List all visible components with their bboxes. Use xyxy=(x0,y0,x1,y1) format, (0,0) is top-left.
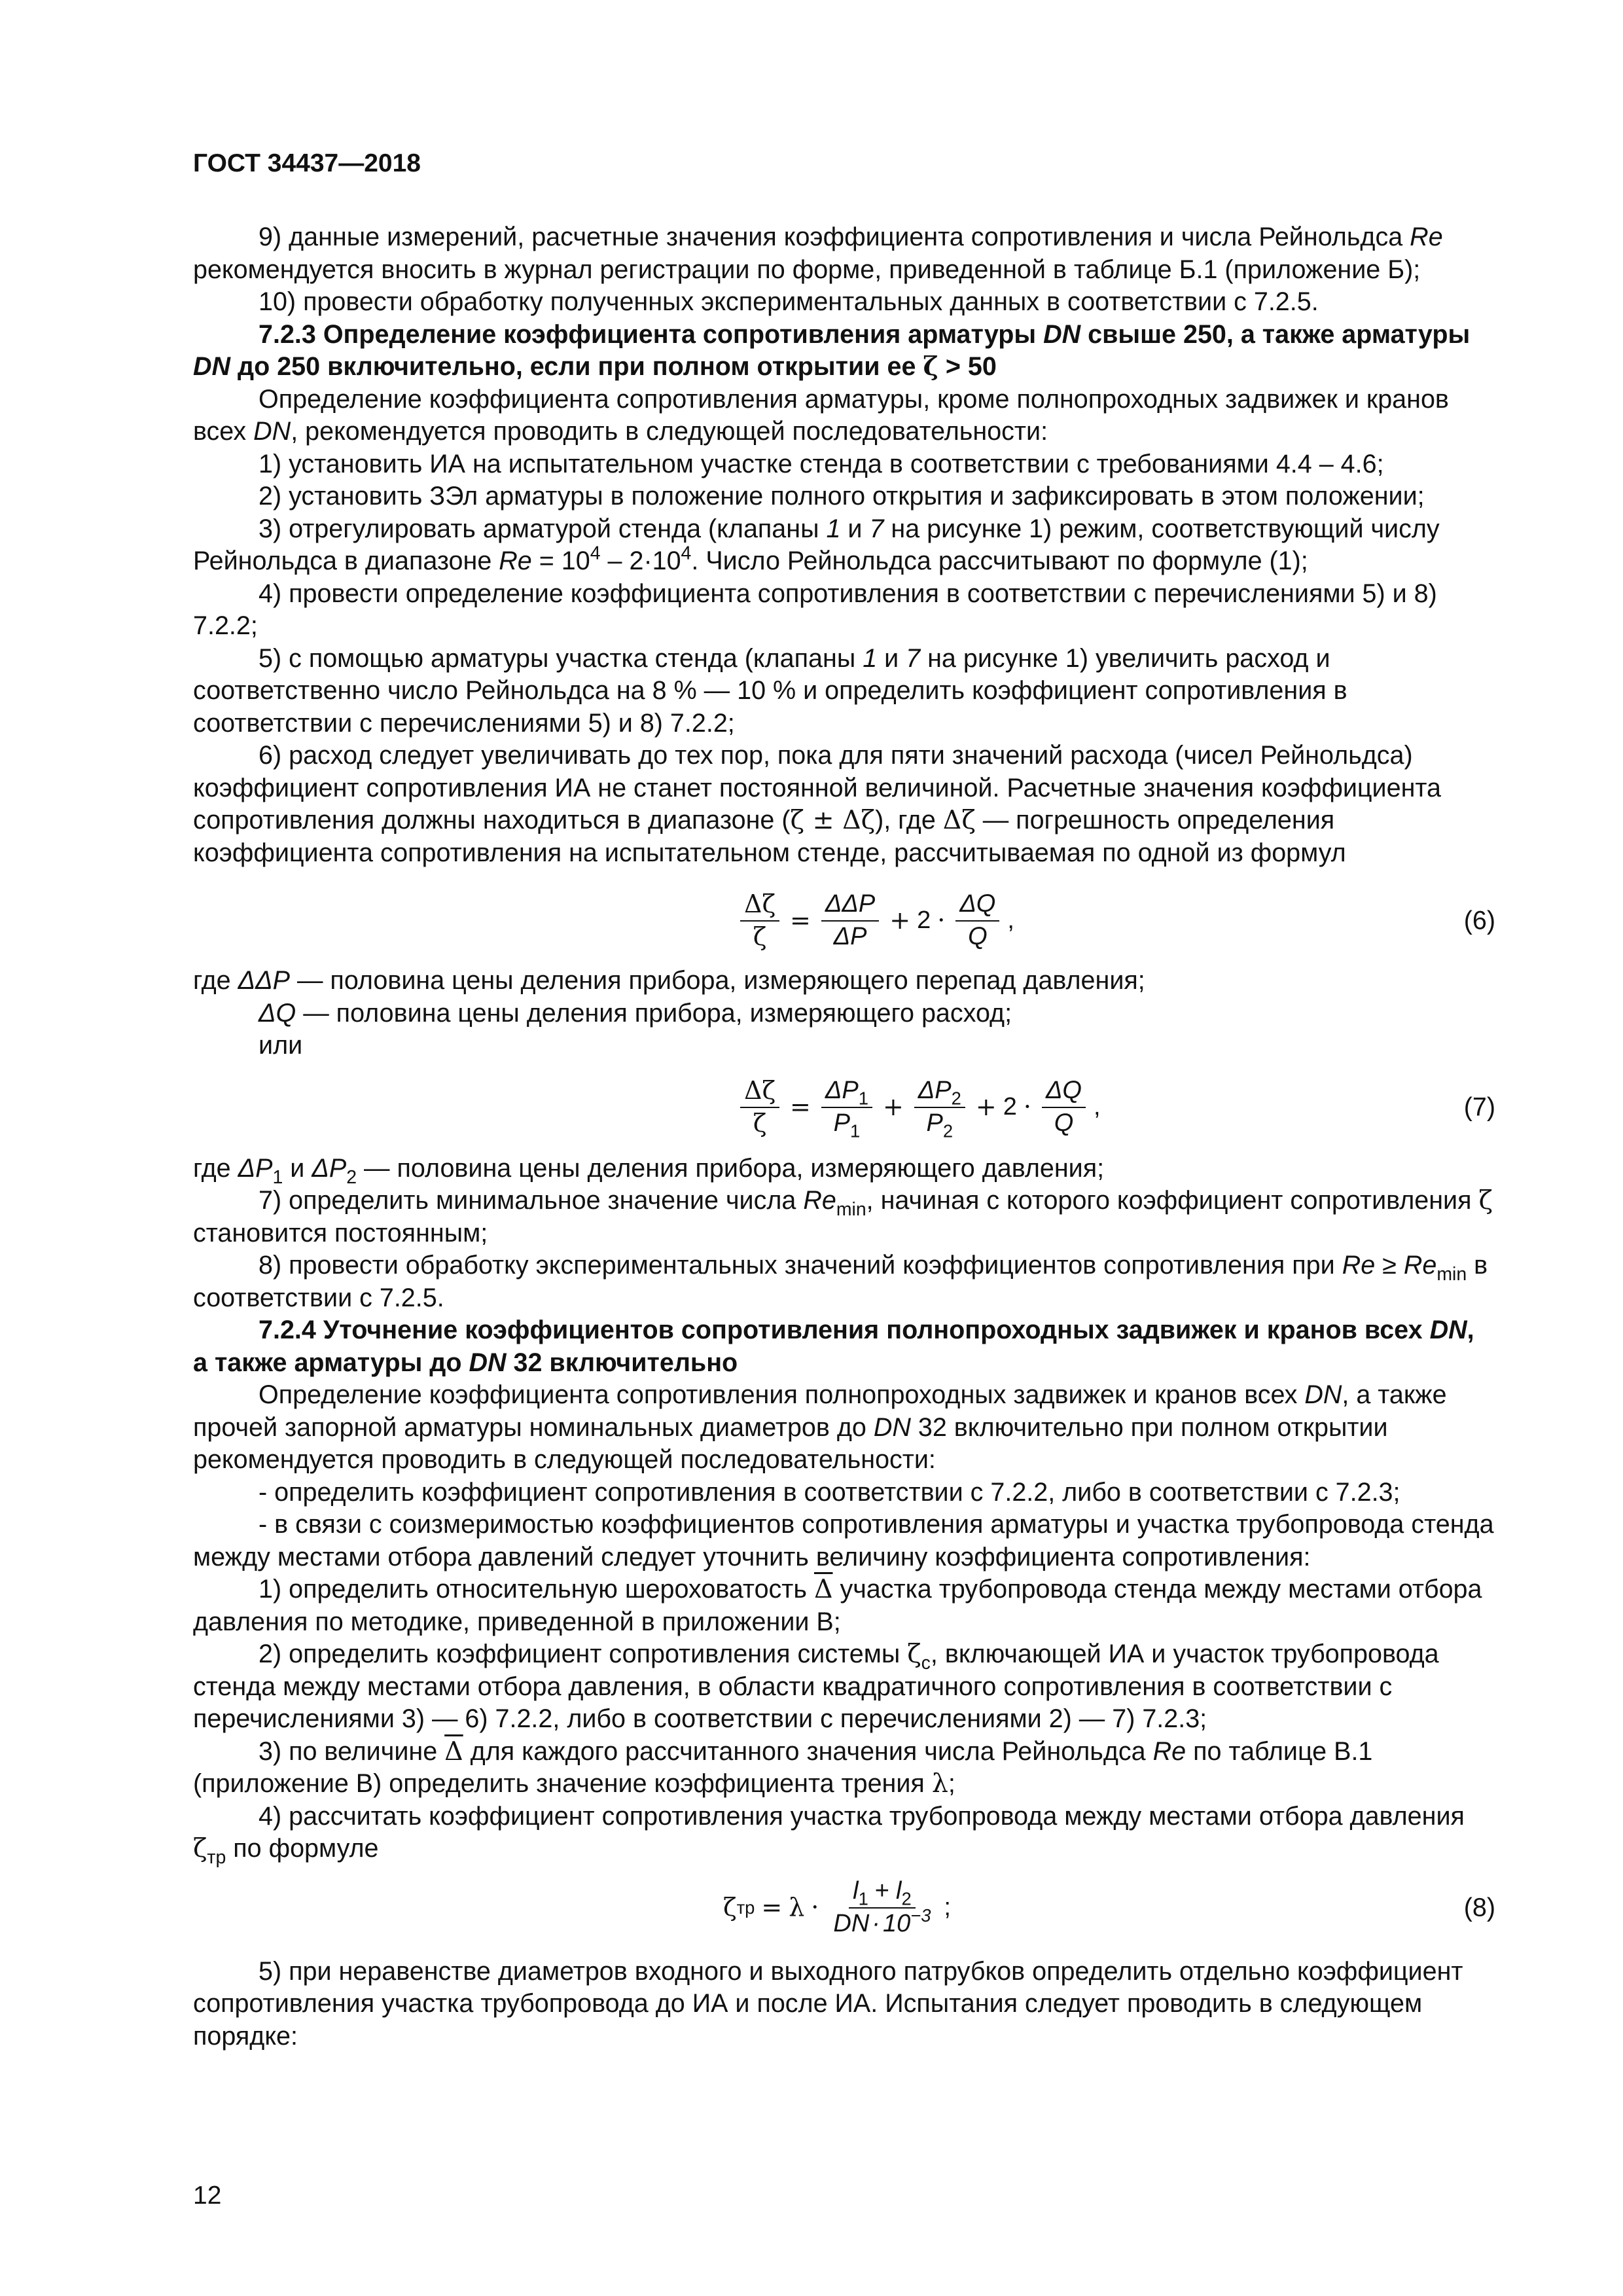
dash-item-2: - в связи с соизмеримостью коэффициентов сопротивления арматуры и участка трубопровода стенда между местами отбора давлений следует уточнить величину коэффициента сопротивления: xyxy=(193,1510,1494,1571)
formula-6-where-2: ΔQ — половина цены деления прибора, измеряющего расход; xyxy=(259,998,1012,1028)
section-heading-7-2-3: 7.2.3 Определение коэффициента сопротивления арматуры DN свыше 250, а также арматуры DN до 250 включительно, если при полном открытии ее ζ > 50 xyxy=(193,319,1471,382)
document-header xyxy=(193,147,421,180)
eq6-lhs: $\frac{\Delta\zeta}{\zeta}$ xyxy=(740,890,779,951)
list-item-7-2-3-4: 4) провести определение коэффициента сопротивления в соответствии с перечислениями 5) и 8) 7.2.2; xyxy=(193,579,1437,640)
eq7-term-p1: $\frac{\Delta P_1}{P_1}$ xyxy=(821,1077,872,1138)
paragraph-item-10: 10) провести обработку полученных экспериментальных данных в соответствии с 7.2.5. xyxy=(259,287,1319,316)
formula-7: $\frac{\Delta\zeta}{\zeta}$ = $\frac{\Delta P_1}{P_1}$ + $\frac{\Delta P_2}{P_2}$ + 2 · $\frac{\Delta Q}{Q}$ , (7) xyxy=(736,1071,1495,1143)
equation-number-7: (7) xyxy=(1463,1092,1495,1121)
eq7-term-flow: $\frac{\Delta Q}{Q}$ xyxy=(1042,1077,1086,1138)
list-item-7-2-3-3: 3) отрегулировать арматурой стенда (клапаны 1 и 7 на рисунке 1) режим, соответствующий числу Рейнольдса в диапазоне $Re = 10^4 - 2\cdot 10^4$. Число Рейнольдса рассчитывают по формуле (1); xyxy=(193,514,1440,575)
list-item-7-2-3-1: 1) установить ИА на испытательном участке стенда в соответствии с требованиями 4.4 – 4.6; xyxy=(259,449,1384,478)
dash-item-1: - определить коэффициент сопротивления в соответствии с 7.2.2, либо в соответствии с 7.2.3; xyxy=(259,1477,1400,1507)
formula-6: $\frac{\Delta\zeta}{\zeta}$ = $\frac{\text{ΔΔP}}{\Delta P}$ + 2 · $\frac{\Delta Q}{Q}$ , (6) xyxy=(736,885,1495,957)
eq7-lhs: $\frac{\Delta\zeta}{\zeta}$ xyxy=(740,1077,779,1138)
formula-8: ζ тр = λ · $\frac{l_1 + l_2}{DN \cdot 10^{-3}}$ ; (8) xyxy=(723,1876,1495,1937)
eq6-term-flow: $\frac{\Delta Q}{Q}$ xyxy=(955,890,999,951)
list-item-7-2-3-8: 8) провести обработку экспериментальных значений коэффициентов сопротивления при $Re \ge Re_{min}$ в соответствии с 7.2.5. xyxy=(193,1251,1488,1312)
section-7-2-3-intro: Определение коэффициента сопротивления арматуры, кроме полнопроходных задвижек и кранов всех DN, рекомендуется проводить в следующей последовательности: xyxy=(193,384,1449,446)
section-heading-7-2-4: 7.2.4 Уточнение коэффициентов сопротивления полнопроходных задвижек и кранов всех DN, а также арматуры до DN 32 включительно xyxy=(193,1316,1474,1377)
list-item-7-2-4-2: 2) определить коэффициент сопротивления системы $\zeta_с$, включающей ИА и участок трубопровода стенда между местами отбора давления, в области квадратичного сопротивления в соответствии с перечислениями 3) — 6) 7.2.2, либо в соответствии с перечислениями 2) — 7) 7.2.3; xyxy=(193,1639,1439,1733)
eq7-term-p2: $\frac{\Delta P_2}{P_2}$ xyxy=(914,1077,965,1138)
list-item-7-2-3-7: 7) определить минимальное значение числа $Re_{min}$, начиная с которого коэффициент сопротивления ζ становится постоянным; xyxy=(193,1185,1493,1247)
page-number: 12 xyxy=(193,2181,222,2210)
equation-number-8: (8) xyxy=(1463,1892,1495,1922)
list-item-7-2-3-5: 5) с помощью арматуры участка стенда (клапаны 1 и 7 на рисунке 1) увеличить расход и соответственно число Рейнольдса на 8 % — 10 % и определить коэффициент сопротивления в соответствии с перечислениями 5) и 8) 7.2.2; xyxy=(193,643,1347,738)
paragraph-item-9: 9) данные измерений, расчетные значения коэффициента сопротивления и числа Рейнольдса Re рекомендуется вносить в журнал регистрации по форме, приведенной в таблице Б.1 (приложение Б); xyxy=(193,223,1443,284)
page-body xyxy=(193,221,1495,2053)
eq8-fraction: $\frac{l_1 + l_2}{DN \cdot 10^{-3}}$ xyxy=(833,1876,931,1937)
conjunction-or: или xyxy=(259,1031,303,1060)
list-item-7-2-3-6: 6) расход следует увеличивать до тех пор, пока для пяти значений расхода (чисел Рейнольдса) коэффициент сопротивления ИА не станет постоянной величиной. Расчетные значения коэффициента сопротивления должны находиться в диапазоне (ζ ± Δζ), где Δζ — погрешность определения коэффициента сопротивления на испытательном стенде, рассчитываемая по одной из формул xyxy=(193,741,1442,867)
list-item-7-2-4-4: 4) рассчитать коэффициент сопротивления участка трубопровода между местами отбора давления $\zeta_{тр}$ по формуле xyxy=(193,1801,1465,1868)
formula-6-where-1: где ΔΔP — половина цены деления прибора, измеряющего перепад давления; xyxy=(193,966,1145,995)
list-item-7-2-4-5: 5) при неравенстве диаметров входного и выходного патрубков определить отдельно коэффициент сопротивления участка трубопровода до ИА и после ИА. Испытания следует проводить в следующем порядке: xyxy=(193,1956,1463,2051)
formula-7-where: где $\Delta P_1$ и $\Delta P_2$ — половина цены деления прибора, измеряющего давления; xyxy=(193,1153,1105,1188)
list-item-7-2-3-2: 2) установить ЗЭл арматуры в положение полного открытия и зафиксировать в этом положении; xyxy=(259,482,1425,511)
list-item-7-2-4-3: 3) по величине $\overline{\Delta}$ для каждого рассчитанного значения числа Рейнольдса Re по таблице В.1 (приложение В) определить значение коэффициента трения λ; xyxy=(193,1736,1373,1799)
standard-id: ГОСТ 34437—2018 xyxy=(193,149,421,177)
list-item-7-2-4-1: 1) определить относительную шероховатость $\overline{\Delta}$ участка трубопровода стенда между местами отбора давления по методике, приведенной в приложении В; xyxy=(193,1574,1482,1636)
equation-number-6: (6) xyxy=(1463,906,1495,935)
eq6-term-pressure: $\frac{\text{ΔΔP}}{\Delta P}$ xyxy=(821,890,879,951)
section-7-2-4-intro: Определение коэффициента сопротивления полнопроходных задвижек и кранов всех DN, а также прочей запорной арматуры номинальных диаметров до DN 32 включительно при полном открытии рекомендуется проводить в следующей последовательности: xyxy=(193,1380,1447,1474)
